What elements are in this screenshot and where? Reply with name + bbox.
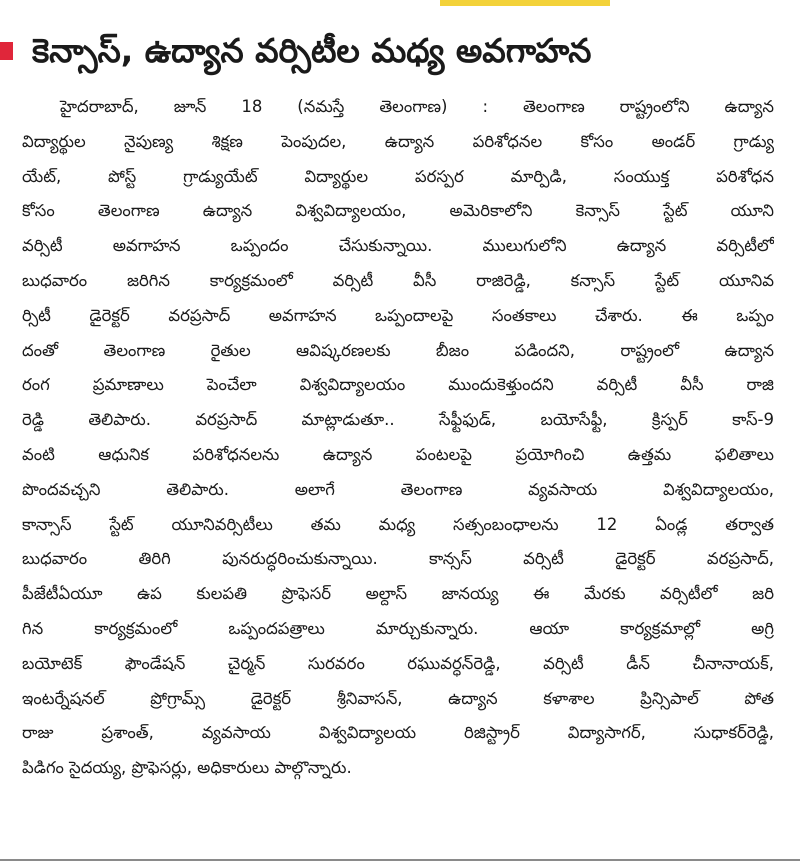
article-line: వంటి ఆధునిక పరిశోధనలను ఉద్యాన పంటలపై ప్రయోగించి ఉత్తమ ఫలితాలు xyxy=(22,444,774,464)
article-line: బుధవారం జరిగిన కార్యక్రమంలో వర్సిటీ వీసీ రాజిరెడ్డి, కన్సాస్ స్టేట్ యూనివ xyxy=(22,270,774,290)
article-line: ఇంటర్నేషనల్ ప్రోగ్రామ్స్ డైరెక్టర్ శ్రీనివాసన్, ఉద్యాన కళాశాల ప్రిన్సిపాల్ పోత xyxy=(22,688,774,708)
article-line: కోసం తెలంగాణ ఉద్యాన విశ్వవిద్యాలయం, అమెరికాలోని కెన్సాస్ స్టేట్ యూని xyxy=(22,201,774,221)
article-line: బుధవారం తిరిగి పునరుద్ధరించుకున్నాయి. కాన్సస్ వర్సిటీ డైరెక్టర్ వరప్రసాద్, xyxy=(22,549,774,569)
article-headline: కెన్సాస్, ఉద్యాన వర్సిటీల మధ్య అవగాహన xyxy=(32,31,592,70)
article-line: విద్యార్థుల నైపుణ్య శిక్షణ పెంపుదల, ఉద్యాన పరిశోధనల కోసం అండర్ గ్రాడ్యు xyxy=(22,131,774,151)
article-line: హైదరాబాద్, జూన్ 18 (నమస్తే తెలంగాణ) : తెలంగాణ రాష్ట్రంలోని ఉద్యాన xyxy=(60,97,774,116)
article-line: రాజు ప్రశాంత్, వ్యవసాయ విశ్వవిద్యాలయ రిజిస్ట్రార్ విద్యాసాగర్, సుధాకర్‌రెడ్డి, xyxy=(22,723,774,743)
article-line: కాన్సాస్ స్టేట్ యూనివర్సిటీలు తమ మధ్య సత్సంబంధాలను 12 ఏండ్ల తర్వాత xyxy=(22,514,774,534)
article-line: పిడిగం సైదయ్య, ప్రొఫెసర్లు, అధికారులు పాల్గొన్నారు. xyxy=(22,758,352,778)
article-line: యేట్, పోస్ట్ గ్రాడ్యుయేట్ విద్యార్థుల పరస్పర మార్పిడి, సంయుక్త పరిశోధన xyxy=(22,166,774,186)
top-accent-bar xyxy=(440,0,610,6)
headline-bullet-marker xyxy=(0,42,13,60)
article-line: రంగ ప్రమాణాలు పెంచేలా విశ్వవిద్యాలయం ముందుకెళ్తుందని వర్సిటీ వీసీ రాజి xyxy=(22,375,774,395)
article-line: రెడ్డి తెలిపారు. వరప్రసాద్ మాట్లాడుతూ.. సేఫ్టీఫుడ్, బయోసేఫ్టీ, క్రిస్పర్ కాస్-9 xyxy=(22,410,774,430)
article-body xyxy=(22,90,774,830)
headline-row xyxy=(0,22,800,82)
article-line: వర్సిటీ అవగాహన ఒప్పందం చేసుకున్నాయి. ములుగులోని ఉద్యాన వర్సిటీలో xyxy=(22,236,774,256)
article-line: బయోటెక్ ఫౌండేషన్ చైర్మన్ సురవరం రఘువర్ధన్‌రెడ్డి, వర్సిటీ డీన్ చీనానాయక్, xyxy=(22,653,774,673)
article-line: గిన కార్యక్రమంలో ఒప్పందపత్రాలు మార్చుకున్నారు. ఆయా కార్యక్రమాల్లో అగ్రి xyxy=(22,618,774,638)
bottom-divider xyxy=(0,859,800,861)
article-line: దంతో తెలంగాణ రైతుల ఆవిష్కరణలకు బీజం పడిందని, రాష్ట్రంలో ఉద్యాన xyxy=(22,340,774,360)
article-line: పీజేటీఏయూ ఉప కులపతి ప్రొఫెసర్ అల్దాస్ జానయ్య ఈ మేరకు వర్సిటీలో జరి xyxy=(22,584,774,604)
article-line: పొందవచ్చని తెలిపారు. అలాగే తెలంగాణ వ్యవసాయ విశ్వవిద్యాలయం, xyxy=(22,479,774,499)
article-line: ర్సిటీ డైరెక్టర్ వరప్రసాద్ అవగాహన ఒప్పందాలపై సంతకాలు చేశారు. ఈ ఒప్పం xyxy=(22,305,774,325)
